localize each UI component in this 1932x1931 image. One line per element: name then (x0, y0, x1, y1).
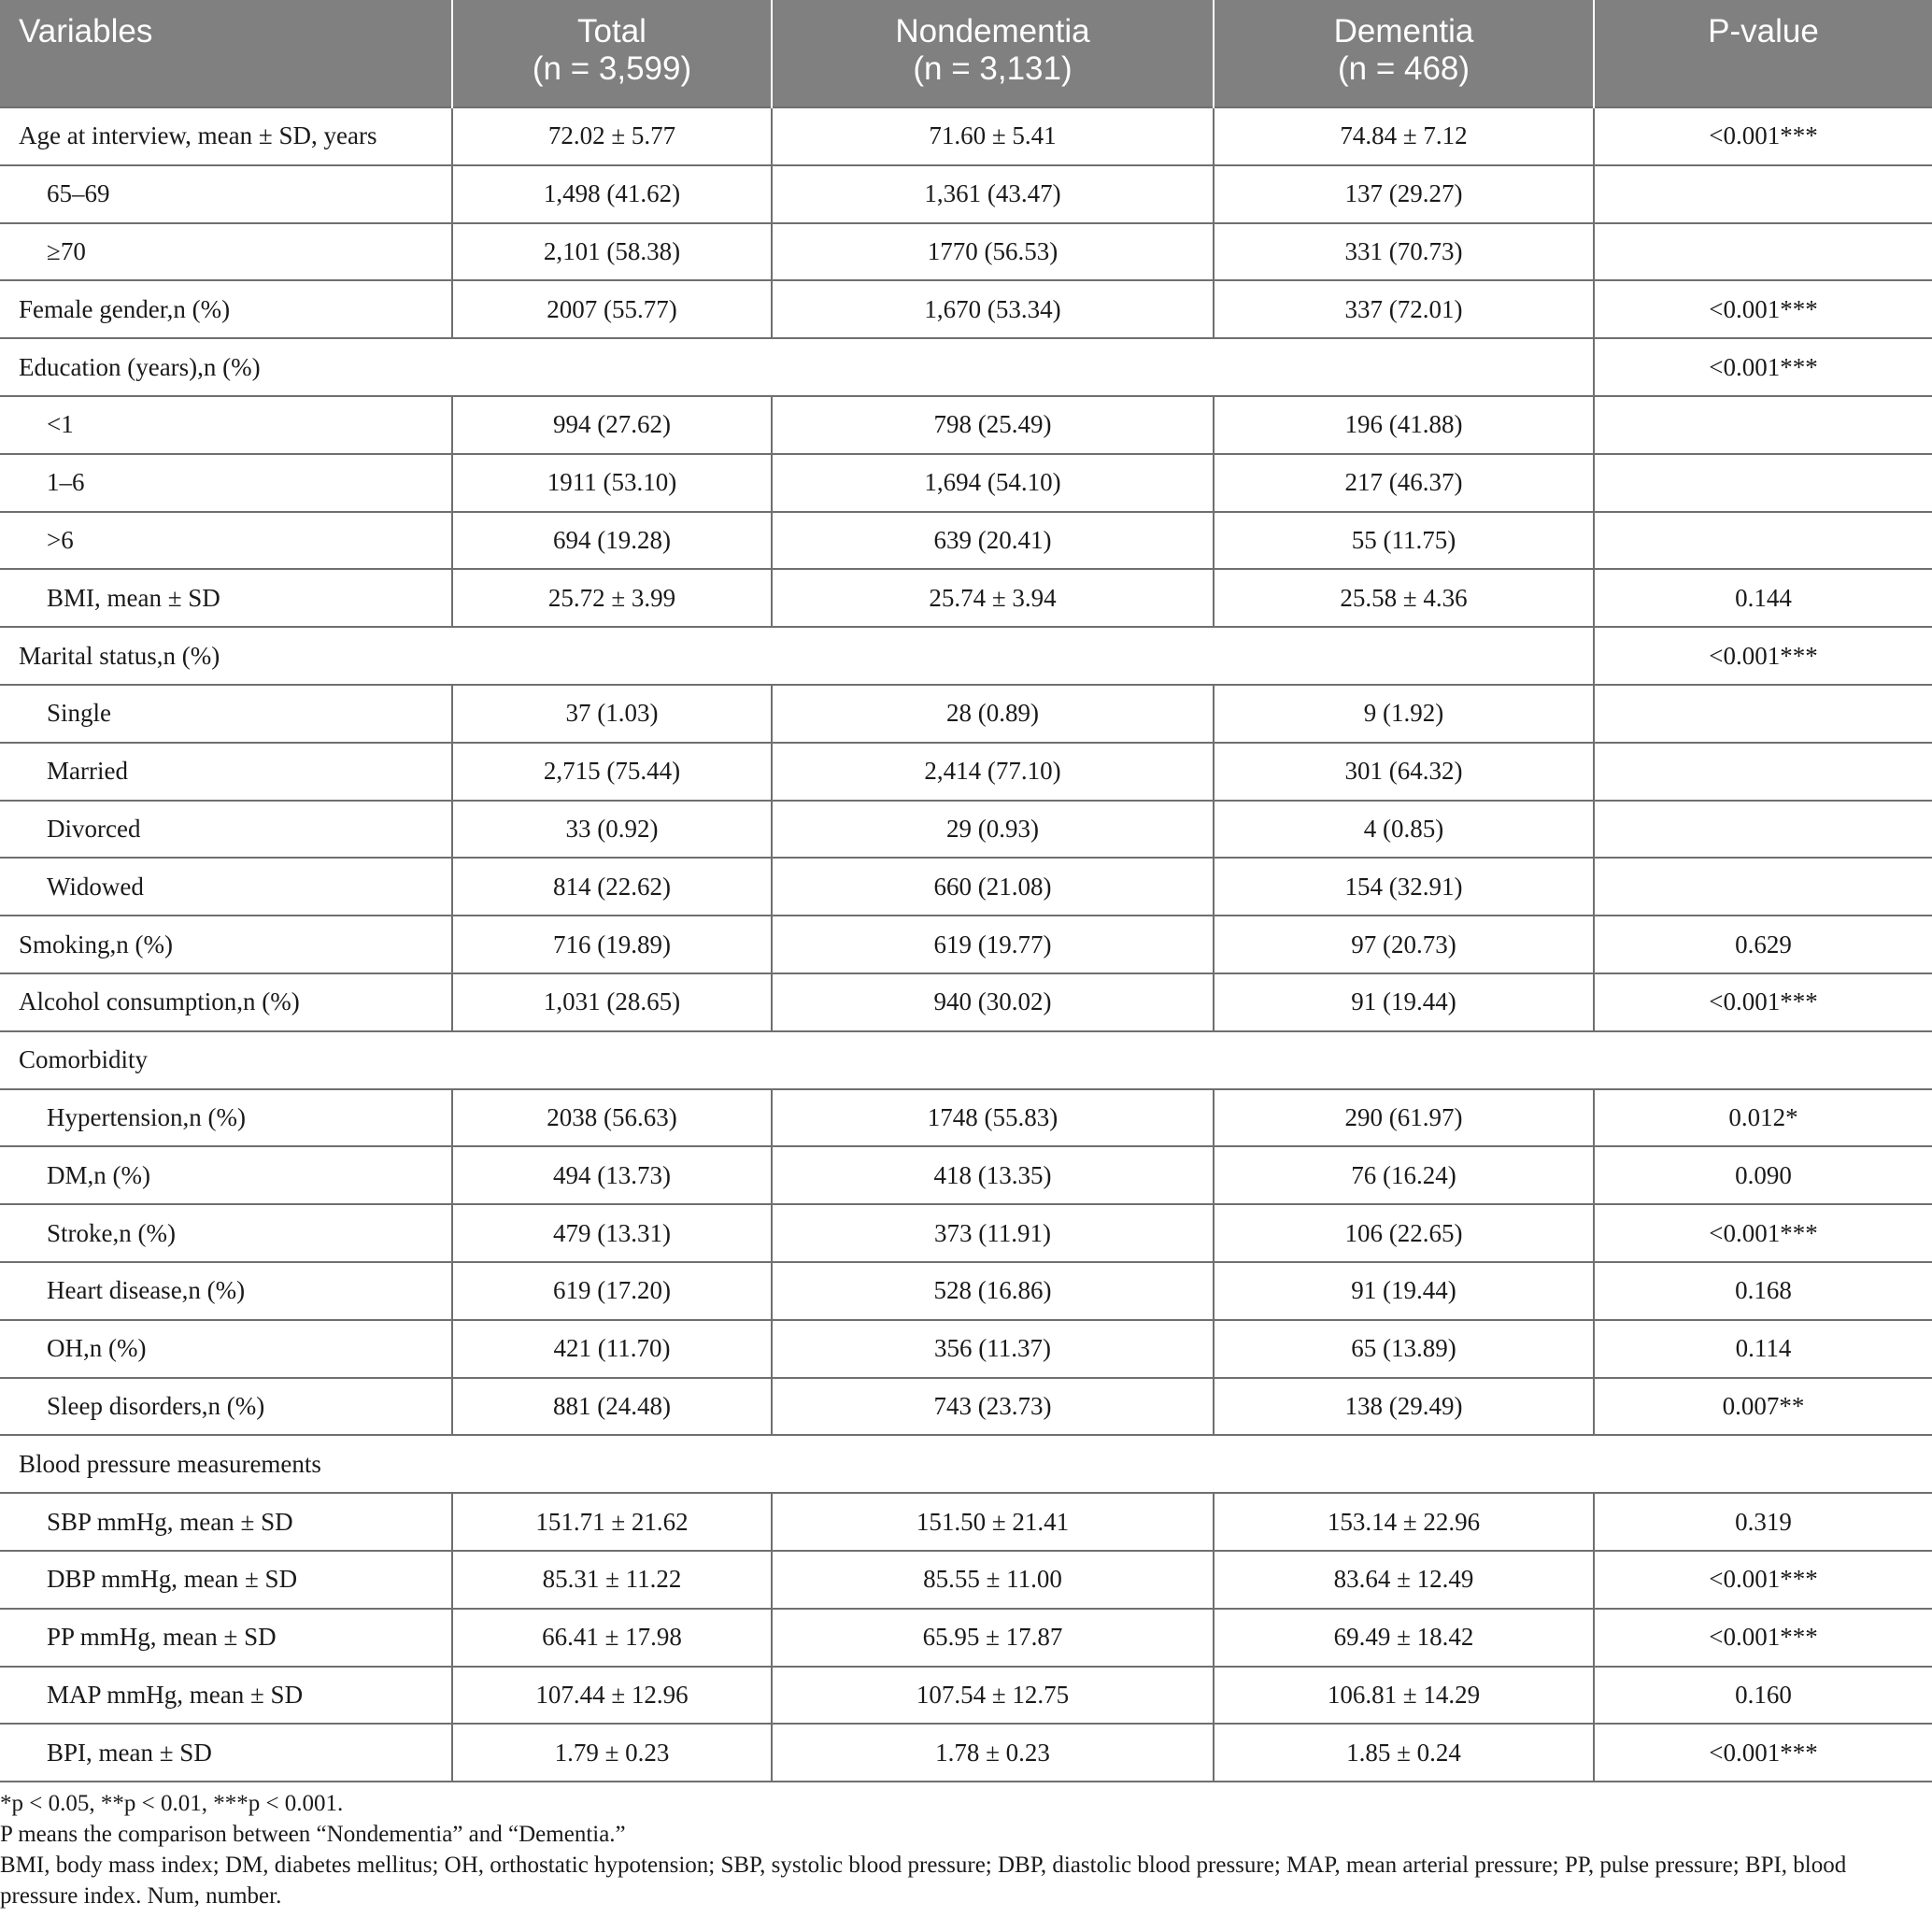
row-label: BPI, mean ± SD (0, 1724, 452, 1782)
cell-nondementia: 743 (23.73) (772, 1378, 1214, 1436)
row-label: Married (0, 743, 452, 801)
table-row (0, 743, 1932, 801)
cell-total: 25.72 ± 3.99 (452, 569, 772, 627)
cell-total: 37 (1.03) (452, 685, 772, 743)
cell-total: 2,101 (58.38) (452, 223, 772, 281)
cell-pvalue: <0.001*** (1594, 973, 1932, 1031)
row-label: Sleep disorders,n (%) (0, 1378, 452, 1436)
cell-dementia: 106.81 ± 14.29 (1214, 1667, 1594, 1725)
table-row (0, 396, 1932, 454)
table-row (0, 512, 1932, 570)
cell-pvalue (1594, 685, 1932, 743)
header-dementia (1214, 0, 1594, 107)
cell-dementia: 138 (29.49) (1214, 1378, 1594, 1436)
cell-total: 619 (17.20) (452, 1262, 772, 1320)
cell-dementia: 301 (64.32) (1214, 743, 1594, 801)
cell-total: 72.02 ± 5.77 (452, 107, 772, 165)
cell-dementia: 217 (46.37) (1214, 454, 1594, 512)
table-row (0, 1204, 1932, 1262)
cell-pvalue (1594, 743, 1932, 801)
header-row (0, 0, 1932, 107)
cell-dementia: 153.14 ± 22.96 (1214, 1493, 1594, 1551)
cell-total: 1.79 ± 0.23 (452, 1724, 772, 1782)
cell-pvalue: <0.001*** (1594, 280, 1932, 338)
table-header (0, 0, 1932, 107)
footnote-p-meaning: P means the comparison between “Nondementia” and “Dementia.” (0, 1822, 626, 1847)
row-label: OH,n (%) (0, 1320, 452, 1378)
cell-dementia: 331 (70.73) (1214, 223, 1594, 281)
cell-pvalue: 0.319 (1594, 1493, 1932, 1551)
cell-nondementia: 418 (13.35) (772, 1146, 1214, 1204)
cell-nondementia: 28 (0.89) (772, 685, 1214, 743)
cell-total: 66.41 ± 17.98 (452, 1609, 772, 1667)
row-label: >6 (0, 512, 452, 570)
cell-pvalue: 0.629 (1594, 916, 1932, 973)
header-total (452, 0, 772, 107)
cell-pvalue (1594, 454, 1932, 512)
table-row (0, 1667, 1932, 1725)
cell-total: 694 (19.28) (452, 512, 772, 570)
cell-nondementia: 107.54 ± 12.75 (772, 1667, 1214, 1725)
table-row (0, 685, 1932, 743)
cell-total: 494 (13.73) (452, 1146, 772, 1204)
row-label: DM,n (%) (0, 1146, 452, 1204)
cell-dementia: 97 (20.73) (1214, 916, 1594, 973)
cell-total: 2007 (55.77) (452, 280, 772, 338)
row-label: 65–69 (0, 165, 452, 223)
header-pvalue: P-value (1708, 13, 1819, 50)
cell-nondementia: 29 (0.93) (772, 801, 1214, 859)
table-footnotes (0, 1788, 1925, 1911)
table-row (0, 1435, 1932, 1493)
cell-nondementia: 1.78 ± 0.23 (772, 1724, 1214, 1782)
cell-dementia: 106 (22.65) (1214, 1204, 1594, 1262)
cell-dementia: 65 (13.89) (1214, 1320, 1594, 1378)
cell-dementia: 9 (1.92) (1214, 685, 1594, 743)
cell-total: 479 (13.31) (452, 1204, 772, 1262)
table-row (0, 858, 1932, 916)
table-row (0, 1146, 1932, 1204)
table-row (0, 1724, 1932, 1782)
header-dementia-n: (n = 468) (1337, 50, 1470, 87)
cell-pvalue: 0.168 (1594, 1262, 1932, 1320)
row-label: Comorbidity (0, 1031, 1932, 1089)
row-label: Blood pressure measurements (0, 1435, 1932, 1493)
cell-pvalue (1594, 165, 1932, 223)
cell-total: 2038 (56.63) (452, 1089, 772, 1147)
cell-pvalue: 0.144 (1594, 569, 1932, 627)
cell-dementia: 196 (41.88) (1214, 396, 1594, 454)
row-label: SBP mmHg, mean ± SD (0, 1493, 452, 1551)
table-row (0, 107, 1932, 165)
cell-nondementia: 1,670 (53.34) (772, 280, 1214, 338)
cell-pvalue (1594, 512, 1932, 570)
cell-dementia: 91 (19.44) (1214, 973, 1594, 1031)
cell-total: 881 (24.48) (452, 1378, 772, 1436)
cell-dementia: 154 (32.91) (1214, 858, 1594, 916)
row-label: Female gender,n (%) (0, 280, 452, 338)
cell-pvalue: 0.007** (1594, 1378, 1932, 1436)
cell-total: 1,498 (41.62) (452, 165, 772, 223)
table-row (0, 1493, 1932, 1551)
cell-pvalue: 0.114 (1594, 1320, 1932, 1378)
table-row (0, 454, 1932, 512)
table-row (0, 1609, 1932, 1667)
table-row (0, 1320, 1932, 1378)
cell-pvalue: 0.012* (1594, 1089, 1932, 1147)
cell-pvalue: <0.001*** (1594, 1204, 1932, 1262)
cell-total: 814 (22.62) (452, 858, 772, 916)
header-nondementia (772, 0, 1214, 107)
table-row (0, 1262, 1932, 1320)
cell-dementia: 4 (0.85) (1214, 801, 1594, 859)
header-nondementia-label: Nondementia (895, 13, 1090, 50)
cell-dementia: 83.64 ± 12.49 (1214, 1551, 1594, 1609)
table-row (0, 627, 1932, 685)
cell-pvalue (1594, 223, 1932, 281)
cell-nondementia: 25.74 ± 3.94 (772, 569, 1214, 627)
cell-dementia: 337 (72.01) (1214, 280, 1594, 338)
cell-nondementia: 940 (30.02) (772, 973, 1214, 1031)
cell-nondementia: 1770 (56.53) (772, 223, 1214, 281)
row-label: DBP mmHg, mean ± SD (0, 1551, 452, 1609)
cell-nondementia: 528 (16.86) (772, 1262, 1214, 1320)
cell-total: 994 (27.62) (452, 396, 772, 454)
table-row (0, 338, 1932, 396)
table-row (0, 1378, 1932, 1436)
row-label: Alcohol consumption,n (%) (0, 973, 452, 1031)
cell-total: 421 (11.70) (452, 1320, 772, 1378)
cell-total: 151.71 ± 21.62 (452, 1493, 772, 1551)
table-row (0, 280, 1932, 338)
table-row (0, 569, 1932, 627)
cell-dementia: 74.84 ± 7.12 (1214, 107, 1594, 165)
row-label: BMI, mean ± SD (0, 569, 452, 627)
cell-dementia: 25.58 ± 4.36 (1214, 569, 1594, 627)
table-row (0, 801, 1932, 859)
table-row (0, 223, 1932, 281)
cell-dementia: 91 (19.44) (1214, 1262, 1594, 1320)
cell-nondementia: 1,694 (54.10) (772, 454, 1214, 512)
row-label: <1 (0, 396, 452, 454)
row-label: MAP mmHg, mean ± SD (0, 1667, 452, 1725)
cell-pvalue: <0.001*** (1594, 338, 1932, 396)
row-label: Widowed (0, 858, 452, 916)
cell-pvalue: <0.001*** (1594, 1551, 1932, 1609)
row-label: Divorced (0, 801, 452, 859)
cell-pvalue (1594, 858, 1932, 916)
cell-total: 107.44 ± 12.96 (452, 1667, 772, 1725)
row-label: Age at interview, mean ± SD, years (0, 107, 452, 165)
cell-nondementia: 2,414 (77.10) (772, 743, 1214, 801)
table-row (0, 973, 1932, 1031)
cell-nondementia: 639 (20.41) (772, 512, 1214, 570)
cell-total: 2,715 (75.44) (452, 743, 772, 801)
table-row (0, 1031, 1932, 1089)
cell-dementia: 1.85 ± 0.24 (1214, 1724, 1594, 1782)
row-label: Smoking,n (%) (0, 916, 452, 973)
cell-nondementia: 1,361 (43.47) (772, 165, 1214, 223)
header-total-n: (n = 3,599) (532, 50, 692, 87)
cell-total: 33 (0.92) (452, 801, 772, 859)
cell-nondementia: 356 (11.37) (772, 1320, 1214, 1378)
row-label: Single (0, 685, 452, 743)
footnote-abbreviations: BMI, body mass index; DM, diabetes mellitus; OH, orthostatic hypotension; SBP, systolic blood pressure; DBP, diastolic blood pressure; MAP, mean arterial pressure; PP, pulse pressure; BPI, blood pressure index. Num, number. (0, 1853, 1847, 1909)
row-label: Education (years),n (%) (0, 338, 1594, 396)
header-dementia-label: Dementia (1333, 13, 1474, 50)
cell-total: 716 (19.89) (452, 916, 772, 973)
cell-pvalue (1594, 396, 1932, 454)
cell-dementia: 69.49 ± 18.42 (1214, 1609, 1594, 1667)
footnote-significance: *p < 0.05, **p < 0.01, ***p < 0.001. (0, 1791, 344, 1816)
row-label: Stroke,n (%) (0, 1204, 452, 1262)
cell-nondementia: 151.50 ± 21.41 (772, 1493, 1214, 1551)
cell-pvalue: <0.001*** (1594, 1724, 1932, 1782)
cell-total: 85.31 ± 11.22 (452, 1551, 772, 1609)
cell-dementia: 290 (61.97) (1214, 1089, 1594, 1147)
row-label: 1–6 (0, 454, 452, 512)
cell-pvalue: 0.160 (1594, 1667, 1932, 1725)
cell-pvalue (1594, 801, 1932, 859)
table-row (0, 165, 1932, 223)
cell-pvalue: <0.001*** (1594, 1609, 1932, 1667)
cell-nondementia: 373 (11.91) (772, 1204, 1214, 1262)
table-body (0, 107, 1932, 1782)
cell-dementia: 55 (11.75) (1214, 512, 1594, 570)
row-label: Heart disease,n (%) (0, 1262, 452, 1320)
table-row (0, 1551, 1932, 1609)
table-row (0, 916, 1932, 973)
cell-nondementia: 660 (21.08) (772, 858, 1214, 916)
cell-nondementia: 71.60 ± 5.41 (772, 107, 1214, 165)
cell-total: 1911 (53.10) (452, 454, 772, 512)
cell-pvalue: <0.001*** (1594, 107, 1932, 165)
cell-nondementia: 1748 (55.83) (772, 1089, 1214, 1147)
cell-nondementia: 619 (19.77) (772, 916, 1214, 973)
cell-dementia: 76 (16.24) (1214, 1146, 1594, 1204)
cell-total: 1,031 (28.65) (452, 973, 772, 1031)
table-row (0, 1089, 1932, 1147)
header-variables: Variables (0, 0, 452, 107)
cell-pvalue: <0.001*** (1594, 627, 1932, 685)
header-total-label: Total (577, 13, 646, 50)
cell-dementia: 137 (29.27) (1214, 165, 1594, 223)
cell-nondementia: 65.95 ± 17.87 (772, 1609, 1214, 1667)
row-label: Hypertension,n (%) (0, 1089, 452, 1147)
row-label: PP mmHg, mean ± SD (0, 1609, 452, 1667)
row-label: ≥70 (0, 223, 452, 281)
cell-nondementia: 798 (25.49) (772, 396, 1214, 454)
header-nondementia-n: (n = 3,131) (913, 50, 1073, 87)
cell-nondementia: 85.55 ± 11.00 (772, 1551, 1214, 1609)
cell-pvalue: 0.090 (1594, 1146, 1932, 1204)
row-label: Marital status,n (%) (0, 627, 1594, 685)
